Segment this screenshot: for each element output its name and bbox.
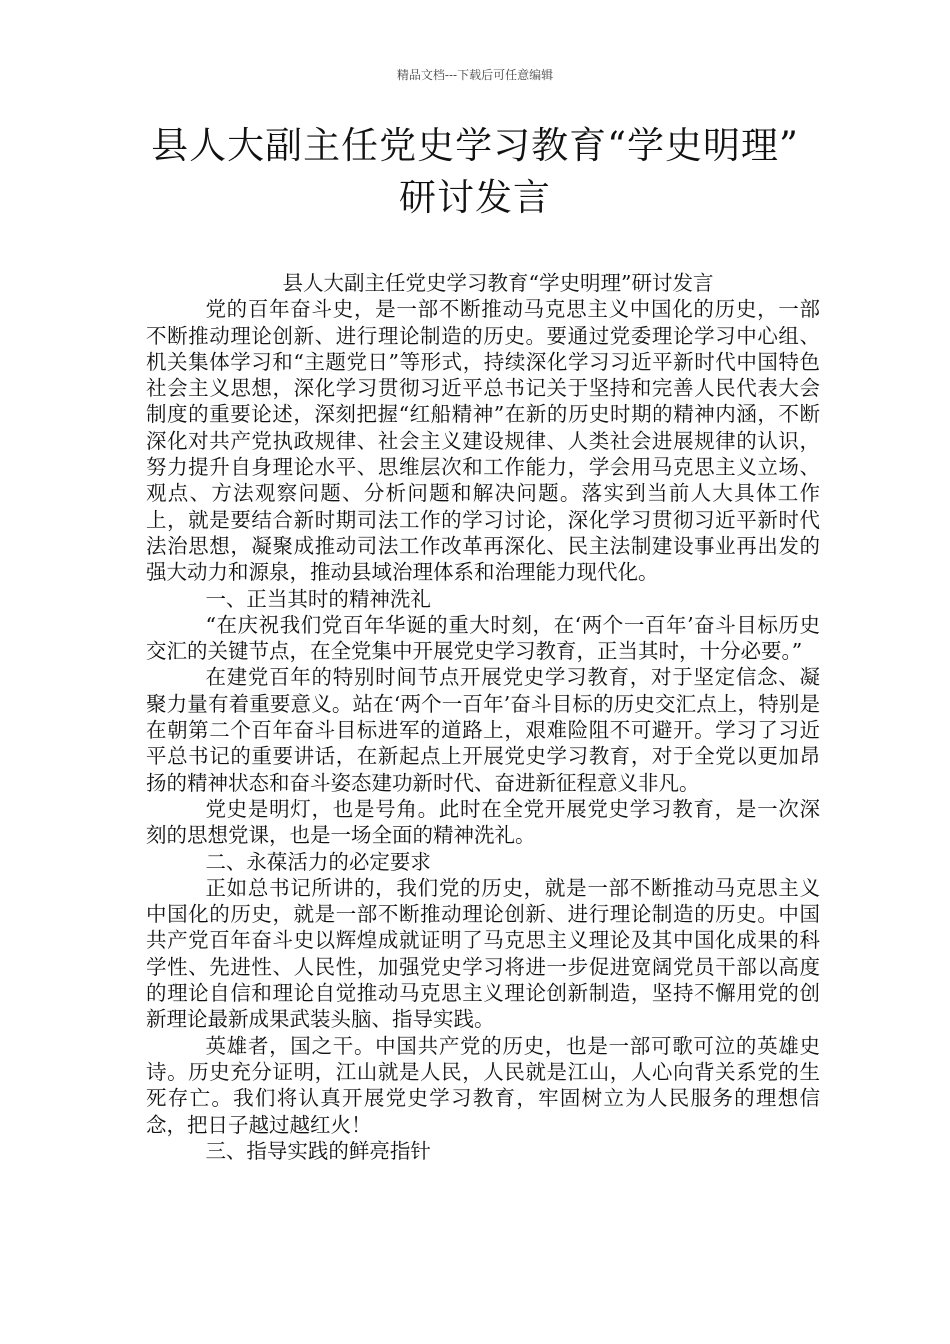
paragraph: 英雄者，国之干。中国共产党的历史，也是一部可歌可泣的英雄史诗。历史充分证明，江山就是人民，人民就是江山，人心向背关系党的生死存亡。我们将认真开展党史学习教育，牢固树立为人民服务的理想信念，把日子越过越红火！ [146, 1033, 820, 1137]
paragraph: 在建党百年的特别时间节点开展党史学习教育，对于坚定信念、凝聚力量有着重要意义。站在‘两个一百年’奋斗目标的历史交汇点上，特别是在朝第二个百年奋斗目标进军的道路上，艰难险阻不可避开。学习了习近平总书记的重要讲话，在新起点上开展党史学习教育，对于全党以更加昂扬的精神状态和奋斗姿态建功新时代、奋进新征程意义非凡。 [146, 665, 820, 795]
paragraph-intro: 党的百年奋斗史，是一部不断推动马克思主义中国化的历史，一部不断推动理论创新、进行理论制造的历史。要通过党委理论学习中心组、机关集体学习和“主题党日”等形式，持续深化学习习近平新时代中国特色社会主义思想，深化学习贯彻习近平总书记关于坚持和完善人民代表大会制度的重要论述，深刻把握“红船精神”在新的历史时期的精神内涵，不断深化对共产党执政规律、社会主义建设规律、人类社会进展规律的认识，努力提升自身理论水平、思维层次和工作能力，学会用马克思主义立场、观点、方法观察问题、分析问题和解决问题。落实到当前人大具体工作上，就是要结合新时期司法工作的学习讨论，深化学习贯彻习近平新时代法治思想，凝聚成推动司法工作改革再深化、民主法制建设事业再出发的强大动力和源泉，推动县域治理体系和治理能力现代化。 [146, 297, 820, 585]
paragraph-quote: “在庆祝我们党百年华诞的重大时刻，在‘两个一百年’奋斗目标历史交汇的关键节点，在全党集中开展党史学习教育，正当其时，十分必要。” [146, 612, 820, 664]
title-line-2: 研讨发言 [399, 176, 551, 219]
paragraph: 正如总书记所讲的，我们党的历史，就是一部不断推动马克思主义中国化的历史，就是一部不断推动理论创新、进行理论制造的历史。中国共产党百年奋斗史以辉煌成就证明了马克思主义理论及其中国化成果的科学性、先进性、人民性，加强党史学习将进一步促进宽阔党员干部以高度的理论自信和理论自觉推动马克思主义理论创新制造，坚持不懈用党的创新理论最新成果武装头脑、指导实践。 [146, 875, 820, 1032]
section-heading-3: 三、指导实践的鲜亮指针 [205, 1138, 431, 1163]
header-note: 精品文档---下载后可任意编辑 [396, 68, 554, 82]
title-line-1: 县人大副主任党史学习教育“学史明理” [151, 124, 799, 167]
document-body [146, 270, 820, 1164]
document-title [60, 120, 890, 224]
section-heading-1: 一、正当其时的精神洗礼 [205, 586, 431, 611]
document-subtitle: 县人大副主任党史学习教育“学史明理”研讨发言 [282, 271, 714, 295]
paragraph: 党史是明灯，也是号角。此时在全党开展党史学习教育，是一次深刻的思想党课，也是一场全面的精神洗礼。 [146, 796, 820, 848]
section-heading-2: 二、永葆活力的必定要求 [205, 849, 431, 874]
